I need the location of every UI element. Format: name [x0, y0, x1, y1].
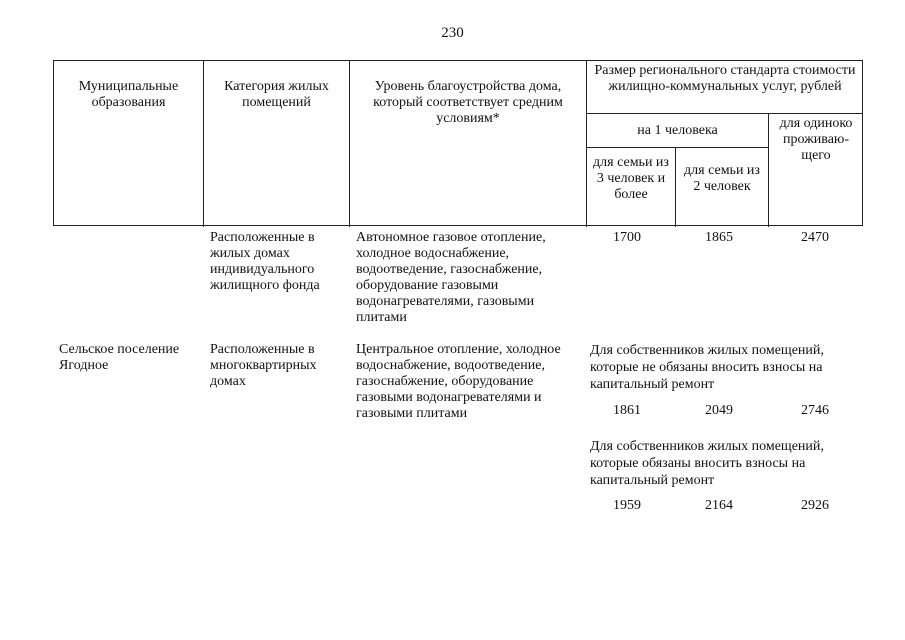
divider — [586, 113, 863, 114]
row2-value2-single: 2926 — [801, 498, 829, 513]
row2-level: Центральное отопление, холодное водоснабжение, водоотведение, газоснабжение, оборудование газовыми водонагревателями и газовыми плитами — [356, 342, 561, 421]
row1-value-single: 2470 — [801, 230, 829, 245]
row1-value-family2: 1865 — [705, 230, 733, 245]
row2-value1-family2: 2049 — [705, 403, 733, 418]
header-per-person: на 1 человека — [637, 123, 718, 138]
table-header — [53, 60, 863, 226]
header-family2: для семьи из 2 человек — [684, 163, 760, 194]
header-single: для одиноко проживаю-щего — [779, 116, 853, 163]
header-standard: Размер регионального стандарта стоимости жилищно-коммунальных услуг, рублей — [594, 63, 856, 94]
row2-municipality: Сельское поселение Ягодное — [59, 342, 180, 373]
header-level: Уровень благоустройства дома, который соответствует средним условиям* — [373, 79, 563, 126]
row2-note-capital-repair: Для собственников жилых помещений, которые обязаны вносить взносы на капитальный ремонт — [590, 439, 824, 488]
header-family3: для семьи из 3 человек и более — [593, 155, 669, 202]
row2-value2-family2: 2164 — [705, 498, 733, 513]
page-number: 230 — [441, 25, 464, 41]
row2-category: Расположенные в многоквартирных домах — [210, 342, 317, 389]
divider — [586, 147, 768, 148]
row2-value1-family3: 1861 — [613, 403, 641, 418]
header-municipality: Муниципальные образования — [78, 79, 179, 110]
row2-value1-single: 2746 — [801, 403, 829, 418]
row1-category: Расположенные в жилых домах индивидуального жилищного фонда — [210, 230, 320, 293]
row2-value2-family3: 1959 — [613, 498, 641, 513]
row1-level: Автономное газовое отопление, холодное водоснабжение, водоотведение, газоснабжение, оборудование газовыми водонагревателями, газовыми плитами — [356, 230, 546, 325]
header-category: Категория жилых помещений — [224, 79, 329, 110]
row2-note-no-capital-repair: Для собственников жилых помещений, которые не обязаны вносить взносы на капитальный ремонт — [590, 343, 824, 392]
row1-value-family3: 1700 — [613, 230, 641, 245]
